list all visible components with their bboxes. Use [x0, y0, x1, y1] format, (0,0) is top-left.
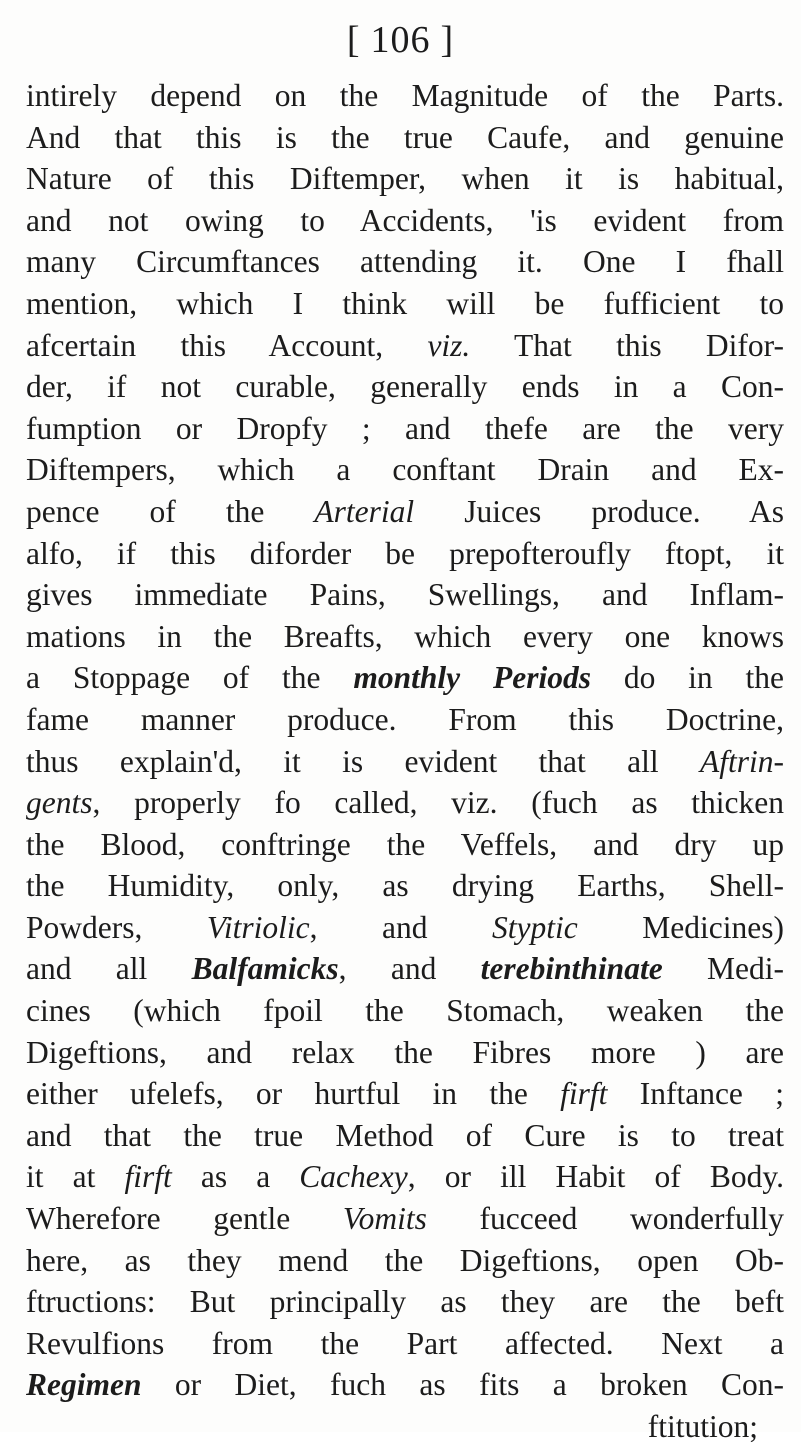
text-line: [26, 325, 784, 367]
text-line: [26, 283, 784, 325]
emphasized-text: Balfamicks: [191, 951, 339, 987]
text-segment: mations in the Breafts, which every one knows: [26, 618, 784, 654]
emphasized-text: Styptic: [492, 909, 578, 945]
emphasized-text: gents: [26, 785, 93, 821]
text-line: [26, 75, 784, 117]
text-segment: thus explain'd, it is evident that all: [26, 743, 700, 779]
text-line: [26, 824, 784, 866]
emphasized-text: monthly Periods: [353, 660, 591, 696]
text-line: [26, 1281, 784, 1323]
text-segment: Inftance ;: [607, 1076, 784, 1112]
text-segment: or Diet, fuch as fits a broken Con-: [141, 1367, 784, 1403]
text-segment: , properly fo called, viz. (fuch as thicken: [92, 785, 784, 821]
emphasized-text: Regimen: [26, 1367, 142, 1403]
text-segment: gives immediate Pains, Swellings, and Inflam-: [26, 577, 784, 613]
text-segment: do in the: [590, 660, 785, 696]
text-segment: afcertain this Account,: [26, 327, 428, 363]
text-line: [26, 1115, 784, 1157]
text-segment: , and: [309, 909, 493, 945]
text-segment: , and: [338, 951, 481, 987]
emphasized-text: firft: [124, 1159, 172, 1195]
text-line: [26, 657, 784, 699]
text-line: [26, 408, 784, 450]
text-line: [26, 865, 784, 907]
text-line: [26, 449, 784, 491]
page-number: 106: [370, 19, 431, 61]
text-segment: Medicines): [577, 909, 784, 945]
text-segment: as a: [171, 1159, 300, 1195]
text-segment: here, as they mend the Digeftions, open Ob-: [26, 1242, 784, 1278]
text-segment: fumption or Dropfy ; and thefe are the very: [26, 410, 784, 446]
text-segment: And that this is the true Caufe, and genuine: [26, 119, 784, 155]
emphasized-text: Vitriolic: [206, 909, 310, 945]
text-line: [26, 1156, 784, 1198]
text-segment: alfo, if this diforder be prepofteroufly ftopt, it: [26, 535, 784, 571]
text-segment: a Stoppage of the: [26, 660, 354, 696]
text-segment: Nature of this Diftemper, when it is habitual,: [26, 161, 784, 197]
text-segment: fame manner produce. From this Doctrine,: [26, 701, 784, 737]
text-line: [26, 1073, 784, 1115]
page-header: [0, 18, 801, 62]
emphasized-text: terebinthinate: [480, 951, 663, 987]
text-segment: and not owing to Accidents, 'is evident from: [26, 202, 784, 238]
text-segment: the Blood, conftringe the Veffels, and dry up: [26, 826, 784, 862]
text-segment: , or ill Habit of Body.: [407, 1159, 784, 1195]
text-segment: and all: [26, 951, 192, 987]
text-segment: it at: [26, 1159, 125, 1195]
text-line: [26, 1323, 784, 1365]
text-segment: Revulfions from the Part affected. Next a: [26, 1325, 784, 1361]
text-segment: Powders,: [26, 909, 207, 945]
text-line: [26, 533, 784, 575]
text-line: [26, 200, 784, 242]
text-line: [26, 1032, 784, 1074]
text-segment: That this Difor-: [470, 327, 784, 363]
text-segment: the Humidity, only, as drying Earths, Shell-: [26, 868, 784, 904]
text-line: [26, 491, 784, 533]
text-line: [26, 1198, 784, 1240]
text-segment: many Circumftances attending it. One I fhall: [26, 244, 784, 280]
text-segment: and that the true Method of Cure is to treat: [26, 1117, 784, 1153]
text-segment: mention, which I think will be fufficient to: [26, 285, 784, 321]
emphasized-text: Aftrin-: [700, 743, 784, 779]
text-segment: either ufelefs, or hurtful in the: [26, 1076, 561, 1112]
text-line: [26, 1406, 784, 1448]
text-segment: Digeftions, and relax the Fibres more ) are: [26, 1034, 784, 1070]
emphasized-text: viz.: [427, 327, 471, 363]
text-segment: Juices produce. As: [414, 493, 784, 529]
text-segment: fucceed wonderfully: [426, 1201, 784, 1237]
emphasized-text: Cachexy: [299, 1159, 408, 1195]
text-line: [26, 948, 784, 990]
text-line: [26, 366, 784, 408]
text-segment: Diftempers, which a conftant Drain and Ex-: [26, 452, 784, 488]
text-line: [26, 241, 784, 283]
text-segment: pence of the: [26, 493, 315, 529]
text-line: [26, 158, 784, 200]
text-line: [26, 907, 784, 949]
text-line: [26, 1364, 784, 1406]
text-line: [26, 117, 784, 159]
text-line: [26, 1240, 784, 1282]
text-segment: Medi-: [662, 951, 785, 987]
text-segment: ftructions: But principally as they are the beft: [26, 1284, 784, 1320]
body-text: [26, 75, 784, 1448]
text-line: [26, 990, 784, 1032]
bracket-open: [: [346, 19, 361, 61]
text-line: [26, 782, 784, 824]
text-segment: ftitution;: [647, 1409, 758, 1444]
text-line: [26, 574, 784, 616]
bracket-close: ]: [440, 19, 455, 61]
text-line: [26, 741, 784, 783]
emphasized-text: Vomits: [342, 1201, 427, 1237]
emphasized-text: firft: [560, 1076, 608, 1112]
text-segment: intirely depend on the Magnitude of the Parts.: [26, 78, 784, 113]
text-line: [26, 699, 784, 741]
text-line: [26, 616, 784, 658]
text-segment: cines (which fpoil the Stomach, weaken the: [26, 993, 784, 1029]
text-segment: Wherefore gentle: [26, 1201, 343, 1237]
emphasized-text: Arterial: [314, 493, 415, 529]
text-segment: der, if not curable, generally ends in a Con-: [26, 369, 784, 405]
